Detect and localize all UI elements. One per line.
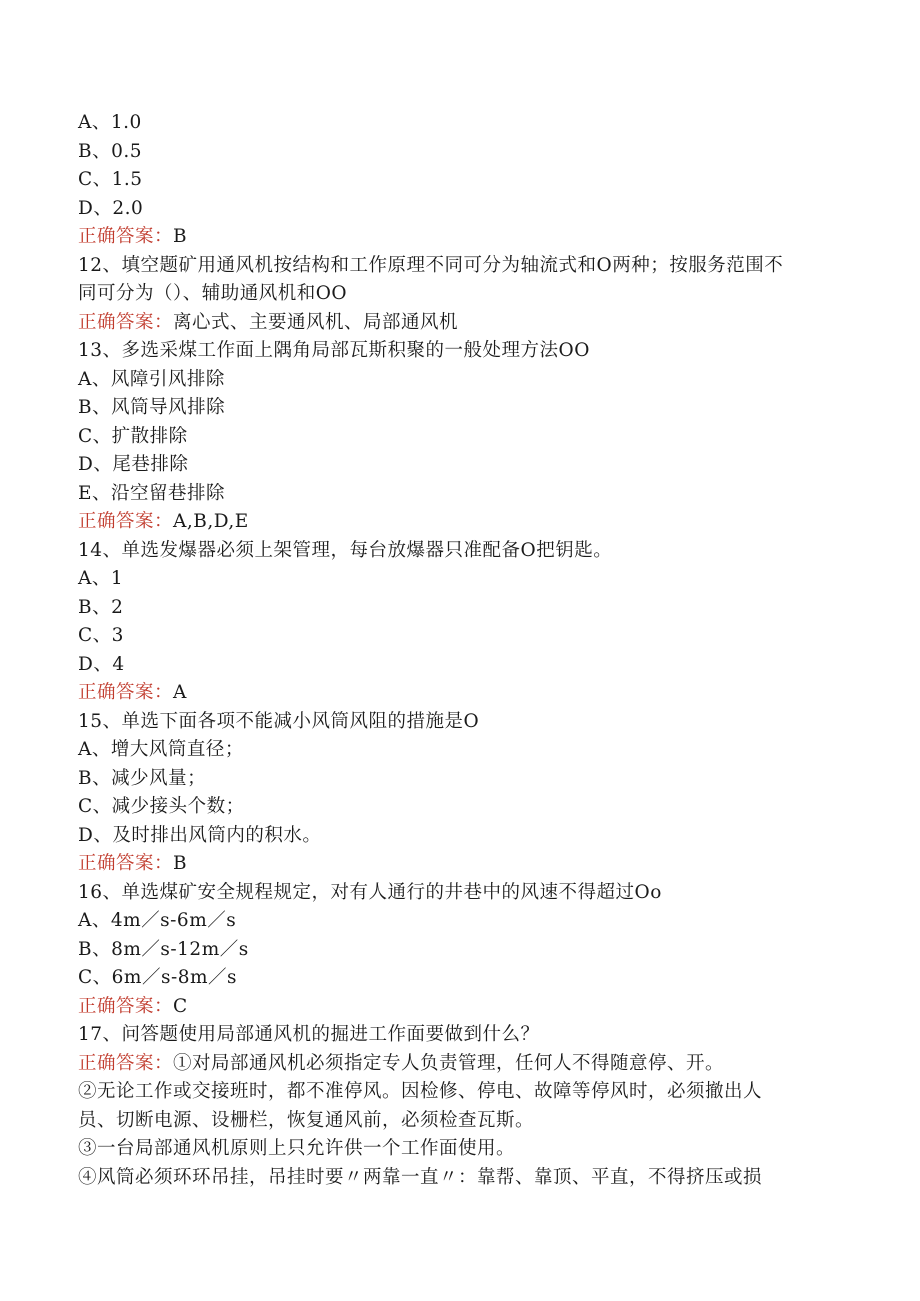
text-line: 17、问答题使用局部通风机的掘进工作面要做到什么？ xyxy=(78,1024,540,1045)
answer-value: B xyxy=(173,853,188,874)
text-line: 14、单选发爆器必须上架管理，每台放爆器只准配备O把钥匙。 xyxy=(78,539,613,561)
document-page xyxy=(78,109,838,1192)
text-line: 员、切断电源、设栅栏，恢复通风前，必须检查瓦斯。 xyxy=(78,1109,535,1131)
answer-value: ①对局部通风机必须指定专人负责管理，任何人不得随意停、开。 xyxy=(173,1052,725,1074)
answer-line xyxy=(78,850,838,879)
answer-label: 正确答案： xyxy=(78,853,174,874)
answer-label: 正确答案： xyxy=(78,226,174,247)
text-line: C、减少接头个数； xyxy=(78,796,245,817)
text-line: ④风筒必须环环吊挂，吊挂时要〃两靠一直〃：靠帮、靠顶、平直，不得挤压或损 xyxy=(78,1166,763,1188)
text-line: 13、多选采煤工作面上隅角局部瓦斯积聚的一般处理方法OO xyxy=(78,340,590,361)
answer-label: 正确答案： xyxy=(78,682,174,703)
text-line: C、6m／s-8m／s xyxy=(78,967,238,988)
answer-line xyxy=(78,309,838,338)
text-line: C、1.5 xyxy=(78,169,143,190)
answer-value: A xyxy=(173,682,187,703)
text-line: A、风障引风排除 xyxy=(78,368,225,390)
text-line: A、1 xyxy=(78,568,124,589)
text-line: C、3 xyxy=(78,625,124,646)
text-line: B、8m／s-12m／s xyxy=(78,938,249,960)
text-line: A、增大风筒直径； xyxy=(78,739,244,760)
text-line: 同可分为（）、辅助通风机和OO xyxy=(78,283,348,304)
text-line: D、及时排出风筒内的积水。 xyxy=(78,824,322,846)
text-line: E、沿空留巷排除 xyxy=(78,482,226,504)
text-line: D、尾巷排除 xyxy=(78,454,189,475)
answer-line xyxy=(78,993,838,1022)
text-line: ③一台局部通风机原则上只允许供一个工作面使用。 xyxy=(78,1138,516,1159)
text-line: D、2.0 xyxy=(78,197,144,219)
answer-line xyxy=(78,679,838,708)
text-line: 15、单选下面各项不能减小风筒风阻的措施是O xyxy=(78,710,480,732)
text-line: B、风筒导风排除 xyxy=(78,397,226,418)
answer-label: 正确答案： xyxy=(78,1052,174,1074)
text-line: B、2 xyxy=(78,596,124,618)
text-line: A、4m／s-6m／s xyxy=(78,910,237,931)
text-line: B、0.5 xyxy=(78,140,143,162)
answer-label: 正确答案： xyxy=(78,511,174,532)
answer-value: 离心式、主要通风机、局部通风机 xyxy=(173,311,459,333)
text-line: 16、单选煤矿安全规程规定，对有人通行的井巷中的风速不得超过Oo xyxy=(78,881,662,903)
text-line: A、1.0 xyxy=(78,112,142,133)
answer-value: C xyxy=(173,995,188,1017)
text-line: D、4 xyxy=(78,653,125,675)
answer-label: 正确答案： xyxy=(78,311,174,333)
answer-value: A,B,D,E xyxy=(173,511,249,532)
answer-value: B xyxy=(173,226,188,247)
text-line: 12、填空题矿用通风机按结构和工作原理不同可分为轴流式和O两种；按服务范围不 xyxy=(78,254,784,276)
answer-line xyxy=(78,223,838,252)
answer-line xyxy=(78,1050,838,1079)
text-line: ②无论工作或交接班时，都不准停风。因检修、停电、故障等停风时，必须撤出人 xyxy=(78,1081,763,1102)
text-line: C、扩散排除 xyxy=(78,425,188,447)
text-line: B、减少风量； xyxy=(78,767,207,789)
answer-line xyxy=(78,508,838,537)
answer-label: 正确答案： xyxy=(78,995,174,1017)
